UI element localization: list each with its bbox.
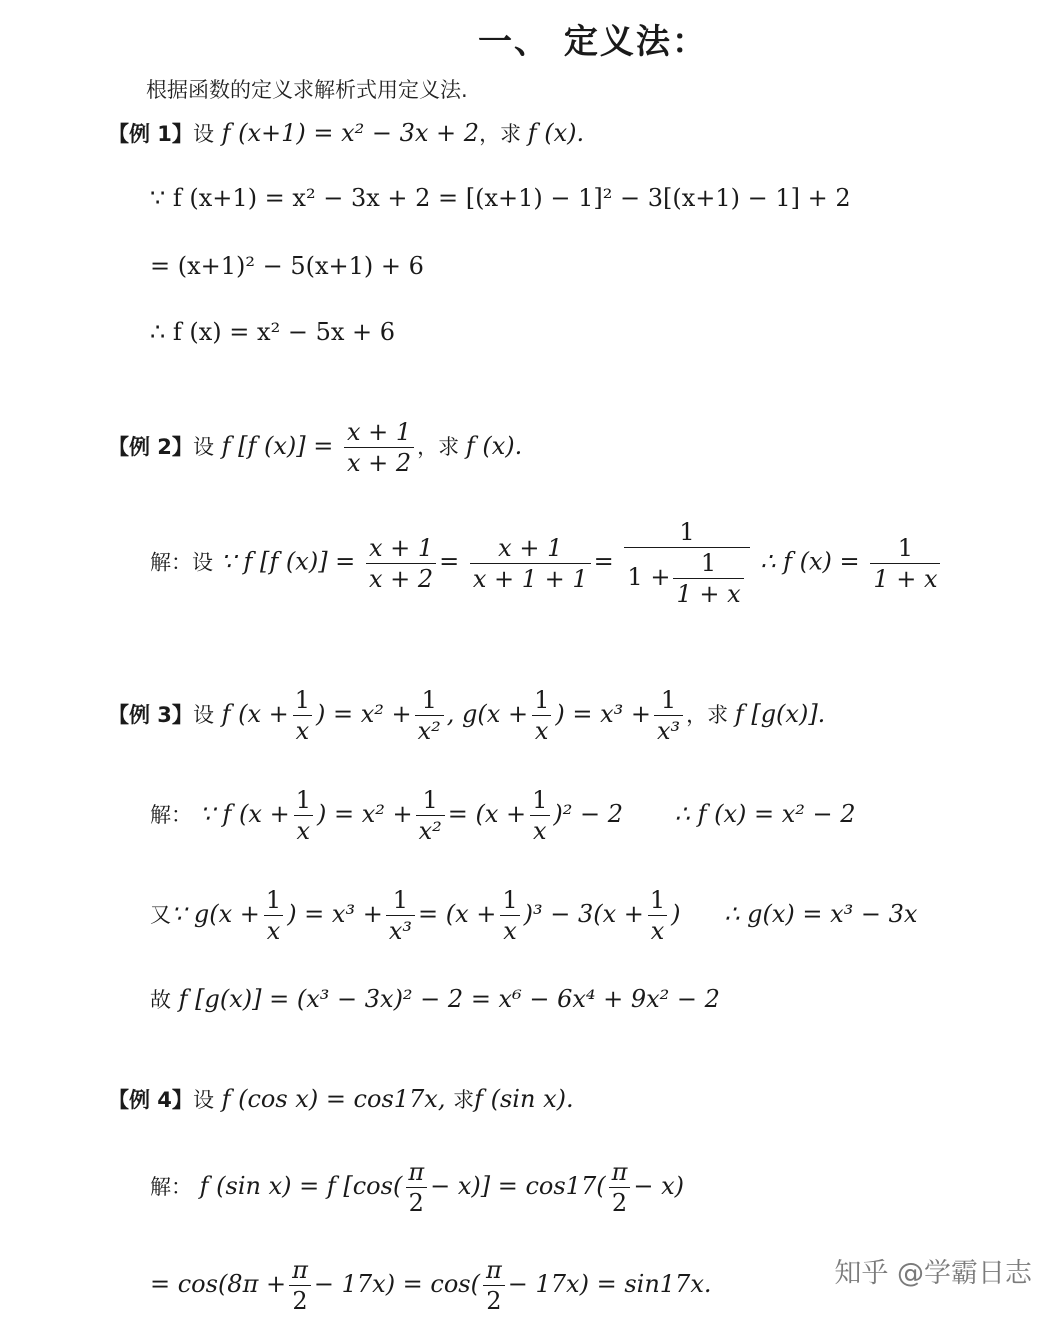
fraction: [366, 534, 436, 593]
example-3-step-1: [150, 786, 856, 845]
ask-word: 求: [453, 1088, 475, 1112]
numerator: 1: [679, 518, 695, 546]
fraction: [293, 786, 314, 845]
example-1-step-3: ∴ f (x) = x² − 5x + 6: [150, 318, 396, 346]
fraction: [483, 1256, 505, 1315]
set-word: 设: [192, 122, 214, 146]
denominator: x: [532, 715, 552, 745]
denominator: x + 2: [366, 563, 436, 593]
math-text: ) = x² +: [316, 700, 412, 728]
numerator: π: [292, 1256, 308, 1284]
numerator: 1: [534, 686, 550, 714]
numerator: π: [611, 1158, 628, 1186]
numerator: π: [408, 1158, 425, 1186]
math-text: )³ − 3(x +: [523, 900, 644, 928]
e3-final: f [g(x)] = (x³ − 3x)² − 2 = x⁶ − 6x⁴ + 9x² − 2: [178, 985, 720, 1013]
fraction: [647, 886, 668, 945]
example-3-step-3: [150, 984, 720, 1014]
fraction: [654, 686, 683, 745]
ask-word: ，求: [417, 435, 466, 459]
fraction: [529, 786, 550, 845]
math-text: − 17x) = cos(: [313, 1270, 480, 1298]
answer-fraction: [870, 534, 940, 593]
math-text: f (x +: [221, 700, 289, 728]
math-text: ) = x² +: [316, 800, 413, 828]
e1-target: f (x).: [527, 119, 585, 147]
math-text: f (sin x).: [474, 1085, 574, 1113]
math-text: = cos(8π +: [150, 1270, 287, 1298]
example-2-solution: 解：设 ∵ f [f (x)] = $\frac{x + 1}{x + 2}$ = $\frac{x + 1}{x + 1 + 1}$ = 1 1 + $\frac{1}{1 + x}$ ∴ f (x) = $\frac{1}{1 + x}$: [150, 518, 943, 608]
numerator: 1: [295, 786, 311, 814]
e2-target: f (x).: [465, 432, 523, 460]
numerator: 1: [502, 886, 518, 914]
math-text: ): [671, 900, 681, 928]
e1-equation: f (x+1) = x² − 3x + 2: [221, 119, 480, 147]
inner-fraction: [673, 549, 743, 608]
denominator: 2: [483, 1285, 504, 1315]
denominator: x: [648, 915, 668, 945]
math-text: )² − 2: [553, 800, 624, 828]
solution-label: 解：: [150, 803, 192, 827]
intro-text: 根据函数的定义求解析式用定义法.: [146, 78, 468, 102]
solution-label: 解：: [150, 1175, 192, 1199]
denominator: 2: [289, 1285, 310, 1315]
e2-lhs: f [f (x)] =: [221, 432, 334, 460]
set-word: 设: [192, 703, 214, 727]
fraction: [405, 1158, 427, 1217]
numerator: 1: [421, 686, 437, 714]
math-text: f (cos x) = cos17x,: [221, 1085, 446, 1113]
denominator: x: [264, 915, 284, 945]
numerator: 1: [660, 686, 677, 714]
numerator: x + 1: [498, 533, 563, 562]
example-1-step-1: ∵ f (x+1) = x² − 3x + 2 = [(x+1) − 1]² − 3[(x+1) − 1] + 2: [150, 184, 851, 212]
denominator: x²: [416, 815, 445, 845]
math-text: ) = x³ +: [287, 900, 383, 928]
math-text: = (x +: [447, 800, 527, 828]
denominator: x + 1 + 1: [470, 563, 591, 593]
denominator: x²: [415, 715, 444, 745]
fraction: [416, 786, 445, 845]
denominator: x³: [654, 715, 683, 745]
fraction: [470, 534, 591, 593]
example-4-step-2: [150, 1256, 711, 1315]
math-text: ∵ f (x +: [199, 800, 290, 828]
fraction: [499, 886, 520, 945]
e2-sol-lhs: ∵ f [f (x)] =: [220, 547, 356, 576]
numerator: 1: [392, 886, 409, 914]
numerator: 1: [897, 533, 914, 562]
math-text: ) = x³ +: [555, 700, 651, 728]
also-word: 又: [150, 903, 171, 927]
e2-therefore: ∴ f (x) =: [760, 547, 860, 576]
denominator: 1 + x: [870, 563, 940, 593]
denominator: x: [530, 815, 550, 845]
example-3-step-2: [150, 886, 917, 945]
numerator: x + 1: [346, 418, 412, 446]
numerator: 1: [649, 886, 666, 914]
fraction: [292, 686, 313, 745]
fraction: [386, 886, 415, 945]
numerator: 1: [294, 686, 311, 714]
denominator: x³: [386, 915, 415, 945]
example-4-step-1: [150, 1158, 684, 1217]
fraction: [289, 1256, 311, 1315]
math-text: = (x +: [417, 900, 497, 928]
set-word: 设: [192, 435, 214, 459]
denominator: x: [293, 715, 313, 745]
denominator: x + 2: [344, 447, 414, 477]
fraction: [609, 1158, 631, 1217]
denominator-prefix: 1 +: [627, 563, 671, 591]
example-4-question: [108, 1084, 574, 1114]
numerator: 1: [700, 549, 717, 577]
fraction: [263, 886, 284, 945]
example-2-label: 【例 2】: [108, 435, 193, 459]
numerator: x + 1: [368, 533, 434, 562]
numerator: 1: [265, 886, 282, 914]
set-word: 设: [192, 550, 213, 575]
denominator: 2: [609, 1187, 630, 1217]
denominator: x: [500, 915, 520, 945]
example-1-label: 【例 1】: [108, 122, 193, 146]
example-3-question: [108, 686, 825, 745]
math-text: − x)] = cos17(: [430, 1172, 606, 1200]
therefore-word: 故: [150, 988, 171, 1012]
math-text: − x): [633, 1172, 684, 1200]
ask-word: ，求: [479, 122, 528, 146]
e3-result-g: ∴ g(x) = x³ − 3x: [724, 900, 918, 928]
example-1-question: [108, 118, 584, 148]
denominator: x: [294, 815, 314, 845]
numerator: 1: [422, 786, 438, 814]
watermark: 知乎 @学霸日志: [834, 1258, 1032, 1289]
math-text: − 17x) = sin17x.: [507, 1270, 712, 1298]
fraction: [415, 686, 444, 745]
e2-fraction: [344, 418, 414, 477]
example-1-step-2: = (x+1)² − 5(x+1) + 6: [150, 252, 424, 280]
fraction: [531, 686, 552, 745]
solution-label: 解：: [150, 550, 192, 575]
set-word: 设: [192, 1088, 214, 1112]
example-3-label: 【例 3】: [108, 703, 193, 727]
math-text: f (sin x) = f [cos(: [199, 1172, 403, 1200]
e3-result-f: ∴ f (x) = x² − 2: [674, 800, 856, 828]
denominator: 2: [406, 1187, 427, 1217]
section-title: 一、 定义法：: [478, 22, 708, 62]
numerator: 1: [532, 786, 548, 814]
ask-word: ，求: [686, 703, 735, 727]
example-4-label: 【例 4】: [108, 1088, 193, 1112]
example-2-question: [108, 418, 522, 477]
math-text: ∵ g(x +: [171, 900, 260, 928]
nested-fraction: [624, 518, 749, 608]
math-text: , g(x +: [446, 700, 529, 728]
numerator: π: [486, 1256, 502, 1284]
math-text: f [g(x)].: [734, 700, 826, 728]
denominator: 1 + x: [673, 578, 743, 608]
